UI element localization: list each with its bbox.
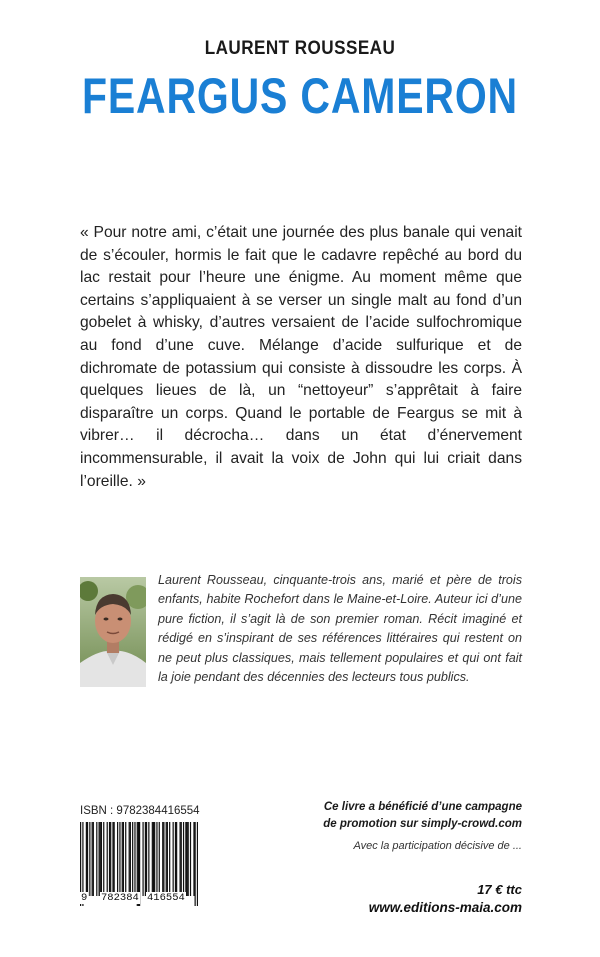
barcode-bar: [87, 822, 88, 896]
publisher-website: www.editions-maia.com: [368, 900, 522, 915]
barcode-bar: [129, 822, 130, 896]
barcode-bar: [146, 822, 147, 896]
barcode-bar: [183, 822, 184, 896]
barcode-bar: [110, 822, 111, 896]
author-name: LAURENT ROUSSEAU: [204, 38, 396, 59]
isbn-label: ISBN : 9782384416554: [80, 805, 200, 817]
barcode-bar: [179, 822, 180, 896]
campaign-notice: [318, 799, 522, 833]
barcode-digits-right: 416554: [147, 892, 185, 904]
barcode-bar: [152, 822, 153, 896]
barcode-bar: [145, 822, 146, 896]
barcode-bar: [103, 822, 104, 896]
barcode-bar: [185, 822, 186, 896]
barcode-bar: [167, 822, 168, 896]
author-portrait-icon: [80, 577, 146, 687]
barcode-bar: [89, 822, 90, 896]
barcode-bar: [190, 822, 191, 896]
book-blurb: « Pour notre ami, c’était une journée des plus banale qui venait de s’écouler, hormis le fait que le cadavre repêché au bord du lac restait pour l’heure une énigme. Au moment même que certains s’appliquaient à se verser un single malt au fond d’un gobelet à whisky, d’autres versaient de l’acide sulfochromique au fond d’une cuve. Mélange d’acide sulfurique et de dichromate de potassium qui consiste à dissoudre les corps. À quelques lieues de là, un “nettoyeur” s’apprêtait à faire disparaître un corps. Quand le portable de Feargus se mit à vibrer… il décrocha… dans un état d’énervement incommensurable, il avait la voix de John qui lui criait dans l’oreille. »: [80, 224, 522, 490]
barcode-bar: [148, 822, 149, 896]
barcode-bar: [166, 822, 167, 896]
barcode-bar: [162, 822, 163, 896]
barcode-bar: [100, 822, 101, 896]
author-bio: Laurent Rousseau, cinquante-trois ans, marié et père de trois enfants, habite Rochefort dans le Maine-et-Loire. Auteur ici d’une pure fiction, il s’agit là de son premier roman. Récit imaginé et rédigé en s’inspirant de ses références littéraires qui restent on ne peut plus classiques, mais tellement populaires et qui ont fait la joie pendant des décennies des lecteurs tous publics.: [158, 573, 522, 685]
barcode-bar: [86, 822, 87, 896]
book-title: FEARGUS CAMERON: [82, 68, 518, 124]
barcode-bar: [114, 822, 115, 896]
barcode-bar: [112, 822, 113, 896]
barcode-bar: [109, 822, 110, 896]
barcode-bar: [193, 822, 194, 896]
campaign-line-1: Ce livre a bénéficié d’une campagne: [323, 801, 522, 813]
barcode-bar: [130, 822, 131, 896]
barcode-bar: [107, 822, 108, 896]
barcode-bar: [92, 822, 93, 896]
barcode-bar: [123, 822, 124, 896]
price: 17 € ttc: [477, 882, 522, 897]
barcode-bar: [181, 822, 182, 896]
barcode-bar: [101, 822, 102, 896]
barcode-bar: [176, 822, 177, 896]
barcode-digits: [80, 892, 204, 908]
barcode-bar: [169, 822, 170, 896]
barcode-digits-left: 782384: [101, 892, 139, 904]
barcode-bar: [142, 822, 143, 896]
barcode-bar: [96, 822, 97, 896]
barcode-bar: [173, 822, 174, 896]
barcode-bar: [99, 822, 100, 896]
barcode-bar: [159, 822, 160, 896]
barcode-bar: [186, 822, 187, 896]
campaign-line-2: de promotion sur simply-crowd.com: [323, 818, 522, 830]
barcode-bar: [117, 822, 118, 896]
barcode-bar: [134, 822, 135, 896]
barcode-bar: [119, 822, 120, 896]
barcode-bar: [153, 822, 154, 896]
barcode-digit-first: 9: [81, 892, 88, 904]
barcode-bar: [188, 822, 189, 896]
barcode-bar: [154, 822, 155, 896]
participation-note: Avec la participation décisive de ...: [353, 840, 522, 852]
barcode-bar: [122, 822, 123, 896]
barcode-bar: [175, 822, 176, 896]
author-photo: [80, 577, 146, 687]
barcode-bar: [163, 822, 164, 896]
barcode-bar: [156, 822, 157, 896]
barcode-bar: [93, 822, 94, 896]
barcode-bar: [132, 822, 133, 896]
barcode-bar: [125, 822, 126, 896]
